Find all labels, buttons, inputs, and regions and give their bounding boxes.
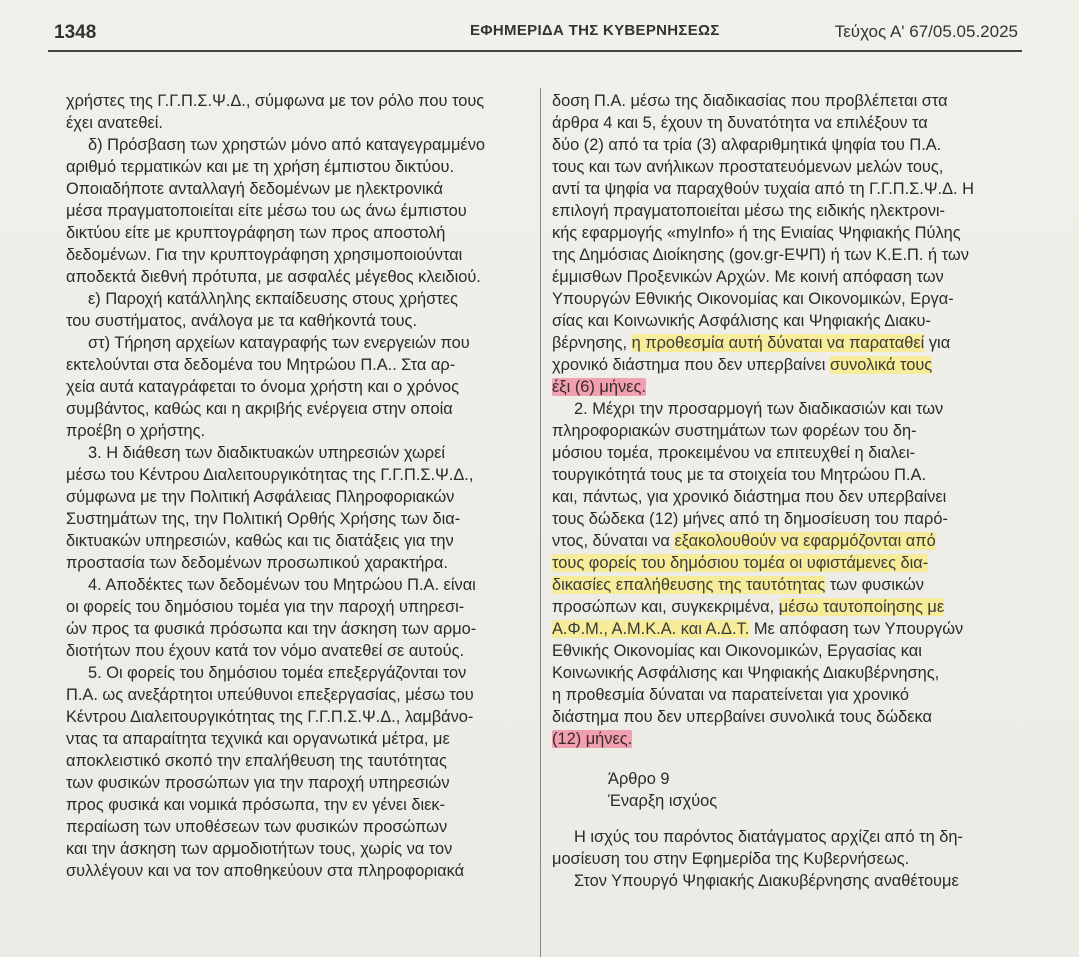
- text-line: διοτήτων που έχουν κατά τον νόμο ανατεθεί σε αυτούς.: [66, 642, 465, 660]
- text-line: συμβάντος, καθώς και η ακριβής ενέργεια στην οποία: [66, 400, 453, 418]
- text-line: διάστημα που δεν υπερβαίνει συνολικά τους δώδεκα: [552, 708, 932, 726]
- text-line: αποδεκτά διεθνή πρότυπα, με ασφαλές μέγεθος κλειδιού.: [66, 268, 481, 286]
- text-line: Οποιαδήποτε ανταλλαγή δεδομένων με ηλεκτρονικά: [66, 180, 443, 198]
- text-line: Κοινωνικής Ασφάλισης και Ψηφιακής Διακυβέρνησης,: [552, 664, 940, 682]
- left-column: [66, 90, 528, 882]
- text-line: 2. Μέχρι την προσαρμογή των διαδικασιών και των: [574, 400, 944, 418]
- text-line: χεία αυτά καταγράφεται το όνομα χρήστη και ο χρόνος: [66, 378, 460, 396]
- column-divider: [540, 88, 541, 957]
- highlight-yellow: μέσω ταυτοποίησης με: [778, 598, 945, 616]
- page-header: [48, 18, 1022, 58]
- text-line: δικτύου είτε με κρυπτογράφηση των προς αποστολή: [66, 224, 446, 242]
- text-line: ε) Παροχή κατάλληλης εκπαίδευσης στους χρήστες: [88, 290, 458, 308]
- text-line: δικτυακών υπηρεσιών, καθώς και τις διατάξεις για την: [66, 532, 454, 550]
- highlight-yellow: δικασίες επαλήθευσης της ταυτότητας: [552, 576, 826, 594]
- text-line: [552, 332, 1032, 354]
- header-rule: [48, 50, 1022, 52]
- text-line: οι φορείς του δημόσιου τομέα για την παροχή υπηρεσι-: [66, 598, 465, 616]
- article-title: Έναρξη ισχύος: [608, 792, 718, 810]
- text-line: [552, 530, 1032, 552]
- text-span: βέρνησης,: [552, 334, 632, 352]
- text-line: προς φυσικά και νομικά πρόσωπα, την εν γένει διεκ-: [66, 796, 446, 814]
- text-line: ντας τα απαραίτητα τεχνικά και οργανωτικά μέτρα, με: [66, 730, 450, 748]
- text-line: επιλογή πραγματοποιείται μέσω της ειδικής ηλεκτρονι-: [552, 202, 945, 220]
- text-line: Υπουργών Εθνικής Οικονομίας και Οικονομικών, Εργα-: [552, 290, 954, 308]
- text-line: εκτελούνται στα δεδομένα του Μητρώου Π.Α.. Στα αρ-: [66, 356, 456, 374]
- spacer: [552, 750, 1032, 768]
- text-line: χρήστες της Γ.Γ.Π.Σ.Ψ.Δ., σύμφωνα με τον ρόλο που τους: [66, 92, 485, 110]
- text-line: Εθνικής Οικονομίας και Οικονομικών, Εργασίας και: [552, 642, 922, 660]
- highlight-yellow: τους φορείς του δημόσιου τομέα οι υφιστάμενες δια-: [552, 554, 929, 572]
- text-line: δύο (2) από τα τρία (3) αλφαριθμητικά ψηφία του Π.Α.: [552, 136, 942, 154]
- text-line: [552, 728, 1032, 750]
- text-line: έμμισθων Προξενικών Αρχών. Με κοινή απόφαση των: [552, 268, 944, 286]
- text-line: [552, 618, 1032, 640]
- text-line: των φυσικών προσώπων για την παροχή υπηρεσιών: [66, 774, 450, 792]
- text-line: πληροφοριακών συστημάτων των φορέων του δη-: [552, 422, 917, 440]
- text-line: μοσίευση του στην Εφημερίδα της Κυβερνήσεως.: [552, 850, 910, 868]
- text-line: τους και των ανήλικων προστατευόμενων μελών τους,: [552, 158, 944, 176]
- text-line: τους δώδεκα (12) μήνες από τη δημοσίευση του παρό-: [552, 510, 948, 528]
- page-number: 1348: [54, 22, 97, 43]
- text-line: [552, 596, 1032, 618]
- text-line: 4. Αποδέκτες των δεδομένων του Μητρώου Π.Α. είναι: [88, 576, 476, 594]
- highlight-pink: έξι (6) μήνες.: [552, 378, 646, 396]
- highlight-yellow: Α.Φ.Μ., Α.Μ.Κ.Α. και Α.Δ.Τ.: [552, 620, 750, 638]
- text-line: [552, 376, 1032, 398]
- text-line: αποκλειστικό σκοπό την επαλήθευση της ταυτότητας: [66, 752, 447, 770]
- highlight-yellow: συνολικά τους: [830, 356, 933, 374]
- text-span: για: [924, 334, 951, 352]
- text-line: τουργικότητά τους με τα στοιχεία του Μητρώου Π.Α.: [552, 466, 927, 484]
- text-line: άρθρα 4 και 5, έχουν τη δυνατότητα να επιλέξουν τα: [552, 114, 928, 132]
- text-line: δ) Πρόσβαση των χρηστών μόνο από καταγεγραμμένο: [88, 136, 486, 154]
- text-line: [552, 574, 1032, 596]
- text-line: περαίωση των υποθέσεων των φυσικών προσώπων: [66, 818, 448, 836]
- text-line: κής εφαρμογής «myInfo» ή της Ενιαίας Ψηφιακής Πύλης: [552, 224, 961, 242]
- text-line: στ) Τήρηση αρχείων καταγραφής των ενεργειών που: [88, 334, 470, 352]
- text-line: 5. Οι φορείς του δημόσιου τομέα επεξεργάζονται τον: [88, 664, 467, 682]
- text-span: χρονικό διάστημα που δεν υπερβαίνει: [552, 356, 831, 374]
- text-line: αριθμό τερματικών και με τη χρήση έμπιστου δικτύου.: [66, 158, 455, 176]
- text-line: μέσω του Κέντρου Διαλειτουργικότητας της Γ.Γ.Π.Σ.Ψ.Δ.,: [66, 466, 474, 484]
- text-line: ών προς τα φυσικά πρόσωπα και την άσκηση των αρμο-: [66, 620, 477, 638]
- text-line: σίας και Κοινωνικής Ασφάλισης και Ψηφιακής Διακυ-: [552, 312, 931, 330]
- spacer: [552, 812, 1032, 826]
- text-span: των φυσικών: [825, 576, 924, 594]
- text-line: της Δημόσιας Διοίκησης (gov.gr-ΕΨΠ) ή των Κ.Ε.Π. ή των: [552, 246, 969, 264]
- right-column: [552, 90, 1032, 892]
- text-line: [552, 354, 1032, 376]
- text-line: δοση Π.Α. μέσω της διαδικασίας που προβλέπεται στα: [552, 92, 948, 110]
- text-line: αντί τα ψηφία να παραχθούν τυχαία από τη Γ.Γ.Π.Σ.Ψ.Δ. Η: [552, 180, 974, 198]
- text-line: 3. Η διάθεση των διαδικτυακών υπηρεσιών χωρεί: [88, 444, 446, 462]
- highlight-yellow: η προθεσμία αυτή δύναται να παραταθεί: [631, 334, 925, 352]
- text-line: προέβη ο χρήστης.: [66, 422, 206, 440]
- text-line: έχει ανατεθεί.: [66, 114, 163, 132]
- text-line: προστασία των δεδομένων προσωπικού χαρακτήρα.: [66, 554, 448, 572]
- text-span: Με απόφαση των Υπουργών: [749, 620, 964, 638]
- text-line: μόσιου τομέα, προκειμένου να επιτευχθεί η διαλει-: [552, 444, 916, 462]
- text-line: Κέντρου Διαλειτουργικότητας της Γ.Γ.Π.Σ.Ψ.Δ., λαμβάνο-: [66, 708, 474, 726]
- text-span: ντος, δύναται να: [552, 532, 675, 550]
- issue-number: Τεύχος Α' 67/05.05.2025: [834, 22, 1018, 41]
- journal-title: ΕΦΗΜΕΡΙΔΑ ΤΗΣ ΚΥΒΕΡΝΗΣΕΩΣ: [470, 22, 720, 39]
- text-line: και, πάντως, για χρονικό διάστημα που δεν υπερβαίνει: [552, 488, 947, 506]
- text-line: Στον Υπουργό Ψηφιακής Διακυβέρνησης αναθέτουμε: [574, 872, 959, 890]
- text-line: συλλέγουν και να τον αποθηκεύουν στα πληροφοριακά: [66, 862, 465, 880]
- text-line: του συστήματος, ανάλογα με τα καθήκοντά τους.: [66, 312, 418, 330]
- text-line: δεδομένων. Για την κρυπτογράφηση χρησιμοποιούνται: [66, 246, 463, 264]
- highlight-pink: (12) μήνες.: [552, 730, 633, 748]
- text-line: Π.Α. ως ανεξάρτητοι υπεύθυνοι επεξεργασίας, μέσω του: [66, 686, 474, 704]
- text-span: προσώπων και, συγκεκριμένα,: [552, 598, 779, 616]
- article-number: Άρθρο 9: [608, 770, 670, 788]
- text-line: μέσα πραγματοποιείται είτε μέσω του ως άνω έμπιστου: [66, 202, 467, 220]
- text-line: σύμφωνα με την Πολιτική Ασφάλειας Πληροφοριακών: [66, 488, 455, 506]
- text-line: και την άσκηση των αρμοδιοτήτων τους, χωρίς να τον: [66, 840, 453, 858]
- text-line: Συστημάτων της, την Πολιτική Ορθής Χρήσης των δια-: [66, 510, 461, 528]
- highlight-yellow: εξακολουθούν να εφαρμόζονται από: [674, 532, 936, 550]
- text-line: η προθεσμία δύναται να παρατείνεται για χρονικό: [552, 686, 910, 704]
- text-line: Η ισχύς του παρόντος διατάγματος αρχίζει από τη δη-: [574, 828, 963, 846]
- text-line: [552, 552, 1032, 574]
